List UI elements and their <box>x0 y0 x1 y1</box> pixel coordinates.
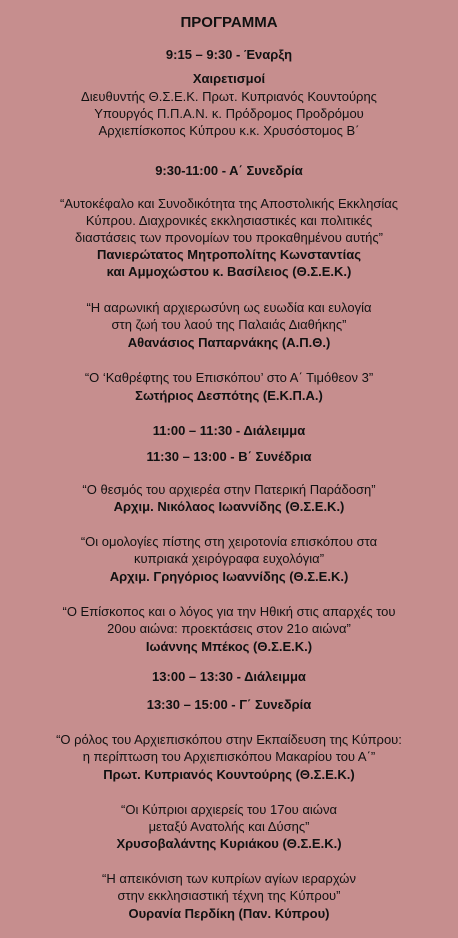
greeting-line: Διευθυντής Θ.Σ.Ε.Κ. Πρωτ. Κυπριανός Κουντούρης <box>81 89 377 104</box>
talk-title-line: στη ζωή του λαού της Παλαιάς Διαθήκης” <box>111 317 347 332</box>
talk-title-line: Κύπρου. Διαχρονικές εκκλησιαστικές και πολιτικές <box>85 213 373 228</box>
talk-title-line: “Οι ομολογίες πίστης στη χειροτονία επισκόπου στα <box>80 534 378 549</box>
talk-title-line: “Ο ρόλος του Αρχιεπισκόπου στην Εκπαίδευση της Κύπρου: <box>56 732 402 747</box>
talk-title-line: “Ο θεσμός του αρχιερέα στην Πατερική Παράδοση” <box>82 482 376 497</box>
talk-title-line: κυπριακά χειρόγραφα ευχολόγια” <box>133 551 325 566</box>
speaker-name: και Αμμοχώστου κ. Βασίλειος (Θ.Σ.Ε.Κ.) <box>106 264 352 279</box>
greetings-heading: Χαιρετισμοί <box>192 71 266 86</box>
break-heading: 13:00 – 13:30 - Διάλειμμα <box>152 669 306 684</box>
speaker-name: Σωτήριος Δεσπότης (Ε.Κ.Π.Α.) <box>135 388 323 403</box>
break-heading: 11:00 – 11:30 - Διάλειμμα <box>152 423 306 438</box>
program-title: ΠΡΟΓΡΑΜΜΑ <box>180 14 278 31</box>
speaker-name: Πρωτ. Κυπριανός Κουντούρης (Θ.Σ.Ε.Κ.) <box>103 767 355 782</box>
talk-title-line: “Η ααρωνική αρχιερωσύνη ως ευωδία και ευλογία <box>86 300 372 315</box>
talk-title-line: στην εκκλησιαστική τέχνη της Κύπρου” <box>117 888 341 903</box>
talk-title-line: “Ο ‘Καθρέφτης του Επισκόπου’ στο Α΄ Τιμόθεον 3” <box>84 370 374 385</box>
talk-title-line: “Ο Επίσκοπος και ο λόγος για την Ηθική στις απαρχές του <box>62 604 396 619</box>
speaker-name: Αθανάσιος Παπαρνάκης (Α.Π.Θ.) <box>127 335 331 350</box>
session-a-heading: 9:30-11:00 - Α΄ Συνεδρία <box>155 163 303 178</box>
session-opening-time: 9:15 – 9:30 - Έναρξη <box>165 47 293 62</box>
speaker-name: Αρχιμ. Γρηγόριος Ιωαννίδης (Θ.Σ.Ε.Κ.) <box>109 569 349 584</box>
talk-title-line: 20ου αιώνα: προεκτάσεις στον 21ο αιώνα” <box>107 621 351 636</box>
speaker-name: Χρυσοβαλάντης Κυριάκου (Θ.Σ.Ε.Κ.) <box>116 836 342 851</box>
talk-title-line: “Η απεικόνιση των κυπρίων αγίων ιεραρχών <box>102 871 356 886</box>
greeting-line: Υπουργός Π.Π.Α.Ν. κ. Πρόδρομος Προδρόμου <box>94 106 364 121</box>
speaker-name: Ιωάννης Μπέκος (Θ.Σ.Ε.Κ.) <box>145 639 313 654</box>
talk-title-line: η περίπτωση του Αρχιεπισκόπου Μακαρίου του Α΄” <box>82 749 376 764</box>
talk-title-line: μεταξύ Ανατολής και Δύσης” <box>148 819 310 834</box>
talk-title-line: “Οι Κύπριοι αρχιερείς του 17ου αιώνα <box>121 802 337 817</box>
session-c-heading: 13:30 – 15:00 - Γ΄ Συνεδρία <box>146 697 312 712</box>
talk-title-line: διαστάσεις των προνομίων του προκαθημένου αυτής” <box>74 230 384 245</box>
speaker-name: Αρχιμ. Νικόλαος Ιωαννίδης (Θ.Σ.Ε.Κ.) <box>113 499 345 514</box>
speaker-name: Πανιερώτατος Μητροπολίτης Κωνσταντίας <box>97 247 361 262</box>
greeting-line: Αρχιεπίσκοπος Κύπρου κ.κ. Χρυσόστομος Β΄ <box>98 123 360 138</box>
speaker-name: Ουρανία Περδίκη (Παν. Κύπρου) <box>128 906 330 921</box>
session-b-heading: 11:30 – 13:00 - Β΄ Συνέδρια <box>146 449 312 464</box>
talk-title-line: “Αυτοκέφαλο και Συνοδικότητα της Αποστολικής Εκκλησίας <box>59 196 399 211</box>
